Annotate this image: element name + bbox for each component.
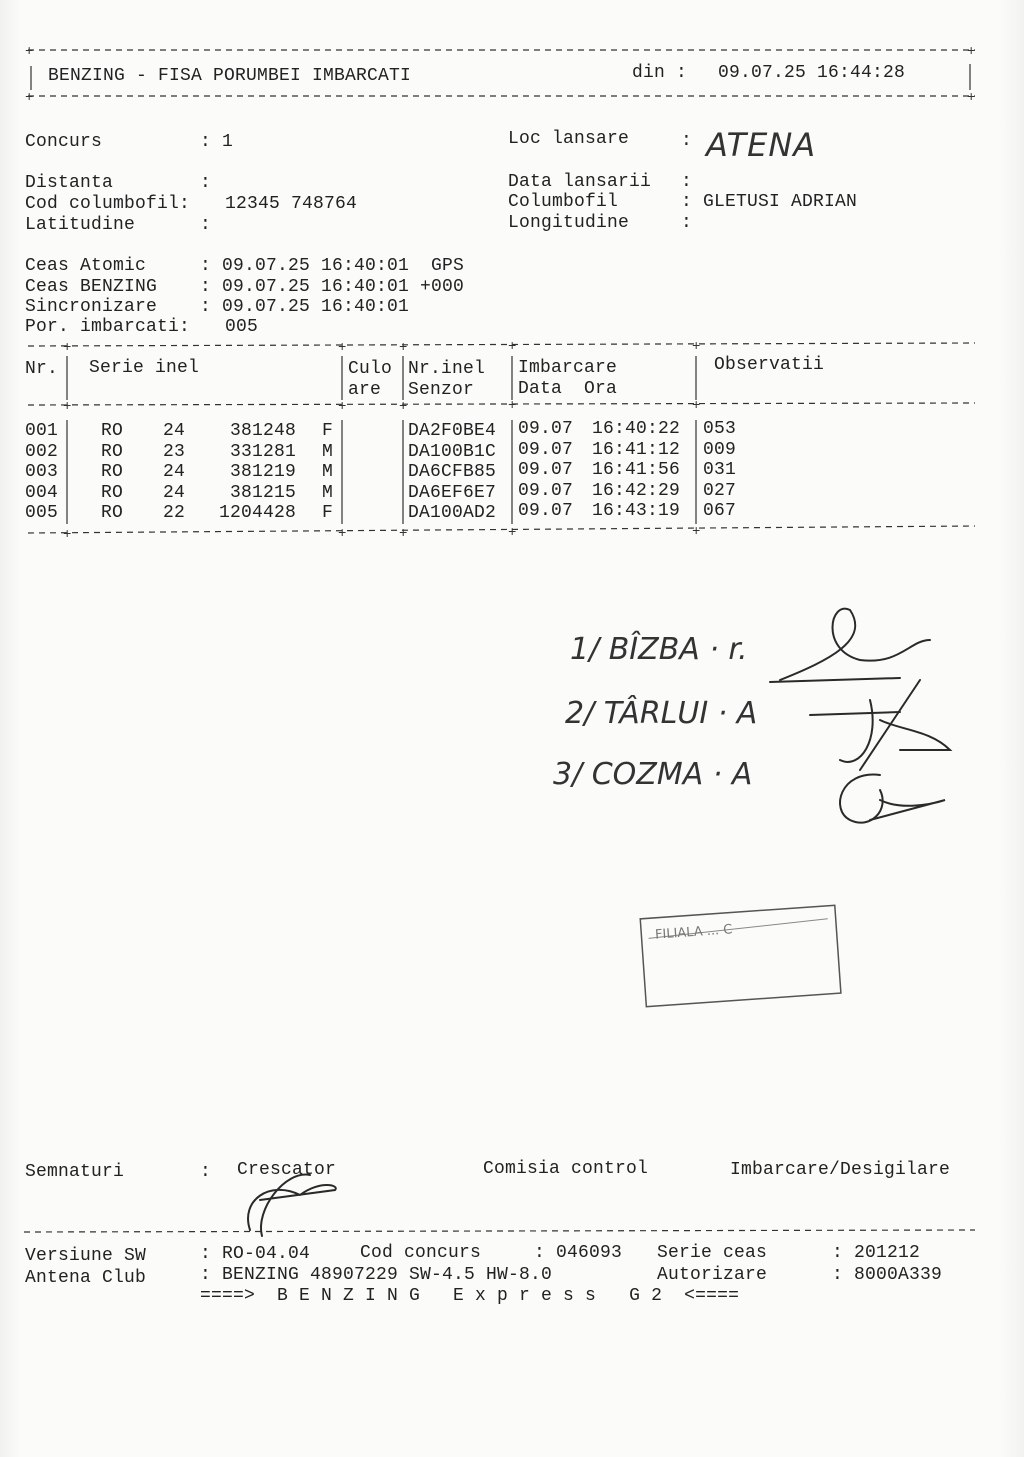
document-title: BENZING - FISA PORUMBEI IMBARCATI [48, 66, 412, 86]
row-serie: 381219 [229, 462, 296, 482]
loc-lansare-label: Loc lansare [508, 129, 630, 149]
svg-text:+: + [399, 399, 408, 415]
row-ora: 16:41:56 [592, 460, 681, 480]
svg-text:+: + [338, 526, 347, 542]
distanta-value: : [200, 173, 212, 193]
antena-club-label: Antena Club [25, 1268, 147, 1288]
loc-lansare-colon: : [681, 131, 693, 151]
row-obs: 009 [703, 440, 737, 460]
imbarcare-desigilare-label: Imbarcare/Desigilare [730, 1160, 951, 1180]
semnaturi-label: Semnaturi [25, 1162, 125, 1182]
col-header-culoare-1: Culo [348, 359, 393, 379]
row-obs: 067 [703, 501, 737, 521]
row-ora: 16:40:22 [592, 419, 681, 439]
row-tara: RO [101, 442, 124, 462]
row-an: 24 [163, 462, 186, 482]
row-nr: 005 [25, 503, 59, 523]
row-data: 09.07 [518, 460, 574, 480]
row-ora: 16:41:12 [592, 440, 681, 460]
row-tara: RO [101, 483, 124, 503]
svg-text:+: + [63, 527, 72, 543]
row-serie: 381248 [229, 421, 296, 441]
row-sex: M [322, 462, 334, 482]
serie-ceas-label: Serie ceas [657, 1243, 768, 1263]
stamp-box [640, 905, 841, 1006]
svg-text:+: + [967, 90, 976, 106]
comisia-control-label: Comisia control [483, 1159, 649, 1179]
svg-text:+: + [508, 398, 517, 414]
crescator-label: Crescator [237, 1160, 337, 1180]
svg-text:+: + [508, 339, 517, 355]
porumbei-imbarcati-value: 005 [225, 317, 259, 337]
row-senzor: DA100B1C [408, 442, 497, 462]
sincronizare-label: Sincronizare [25, 297, 158, 317]
row-obs: 027 [703, 481, 737, 501]
row-senzor: DA2F0BE4 [408, 421, 497, 441]
svg-text:+: + [967, 44, 976, 60]
row-obs: 031 [703, 460, 737, 480]
date-label: din : [632, 63, 688, 83]
svg-text:+: + [692, 524, 701, 540]
row-an: 23 [163, 442, 186, 462]
latitudine-label: Latitudine [25, 215, 136, 235]
autorizare-label: Autorizare [657, 1265, 768, 1285]
antena-club-value: : BENZING 48907229 SW-4.5 HW-8.0 [200, 1265, 553, 1285]
row-serie: 1204428 [218, 503, 296, 523]
svg-text:+: + [25, 44, 34, 60]
columbofil-value: : GLETUSI ADRIAN [681, 192, 858, 212]
sincronizare-value: : 09.07.25 16:40:01 [200, 297, 410, 317]
row-an: 24 [163, 421, 186, 441]
col-header-nrinel-1: Nr.inel [408, 359, 486, 379]
svg-text:+: + [63, 399, 72, 415]
cod-concurs-value: : 046093 [534, 1243, 623, 1263]
row-an: 22 [163, 503, 186, 523]
row-ora: 16:43:19 [592, 501, 681, 521]
cod-concurs-label: Cod concurs [360, 1243, 482, 1263]
row-an: 24 [163, 483, 186, 503]
svg-text:+: + [25, 90, 34, 106]
row-senzor: DA6CFB85 [408, 462, 497, 482]
cod-columbofil-label: Cod columbofil: [25, 194, 191, 214]
loc-lansare-handwritten: ATENA [706, 126, 817, 164]
row-sex: F [322, 421, 334, 441]
col-header-nr: Nr. [25, 359, 59, 379]
svg-text:+: + [692, 398, 701, 414]
row-nr: 002 [25, 442, 59, 462]
benzing-express-banner: ====> B E N Z I N G E x p r e s s G 2 <==== [200, 1286, 740, 1306]
col-header-serie: Serie inel [89, 358, 200, 378]
longitudine-value: : [681, 213, 693, 233]
svg-text:+: + [338, 340, 347, 356]
stamp-text: FILIALA ... C [654, 922, 733, 943]
row-serie: 381215 [229, 483, 296, 503]
row-nr: 003 [25, 462, 59, 482]
concurs-value: : 1 [200, 132, 234, 152]
row-senzor: DA100AD2 [408, 503, 497, 523]
col-header-observatii: Observatii [714, 355, 825, 375]
cod-columbofil-value: 12345 748764 [225, 194, 358, 214]
data-lansarii-value: : [681, 172, 693, 192]
row-nr: 004 [25, 483, 59, 503]
col-header-imbarcare-1: Imbarcare [518, 358, 618, 378]
data-lansarii-label: Data lansarii [508, 172, 652, 192]
row-sex: M [322, 483, 334, 503]
row-sex: M [322, 442, 334, 462]
svg-text:+: + [63, 340, 72, 356]
row-ora: 16:42:29 [592, 481, 681, 501]
porumbei-imbarcati-label: Por. imbarcati: [25, 317, 191, 337]
ceas-atomic-label: Ceas Atomic [25, 256, 147, 276]
versiune-sw-value: : RO-04.04 [200, 1244, 311, 1264]
handwritten-line-2: 2/ TÂRLUI · A [565, 696, 758, 731]
svg-text:+: + [692, 339, 701, 355]
svg-text:+: + [338, 399, 347, 415]
row-data: 09.07 [518, 481, 574, 501]
row-nr: 001 [25, 421, 59, 441]
col-header-culoare-2: are [348, 380, 382, 400]
svg-text:+: + [399, 340, 408, 356]
ceas-benzing-label: Ceas BENZING [25, 277, 158, 297]
svg-text:+: + [508, 525, 517, 541]
columbofil-label: Columbofil [508, 192, 619, 212]
row-tara: RO [101, 503, 124, 523]
serie-ceas-value: : 201212 [832, 1243, 921, 1263]
row-data: 09.07 [518, 419, 574, 439]
handwritten-line-1: 1/ BÎZBA · r. [570, 632, 748, 667]
row-tara: RO [101, 462, 124, 482]
col-header-imbarcare-2: Data Ora [518, 379, 618, 399]
ceas-atomic-value: : 09.07.25 16:40:01 GPS [200, 256, 465, 276]
autorizare-value: : 8000A339 [832, 1265, 943, 1285]
row-serie: 331281 [229, 442, 296, 462]
concurs-label: Concurs [25, 132, 103, 152]
row-sex: F [322, 503, 334, 523]
date-value: 09.07.25 16:44:28 [718, 63, 906, 83]
svg-text:+: + [399, 526, 408, 542]
latitudine-value: : [200, 215, 212, 235]
handwritten-line-3: 3/ COZMA · A [553, 757, 753, 792]
ceas-benzing-value: : 09.07.25 16:40:01 +000 [200, 277, 465, 297]
row-data: 09.07 [518, 501, 574, 521]
row-obs: 053 [703, 419, 737, 439]
row-senzor: DA6EF6E7 [408, 483, 497, 503]
longitudine-label: Longitudine [508, 213, 630, 233]
semnaturi-colon: : [200, 1162, 212, 1182]
distanta-label: Distanta [25, 173, 114, 193]
col-header-nrinel-2: Senzor [408, 380, 475, 400]
row-data: 09.07 [518, 440, 574, 460]
row-tara: RO [101, 421, 124, 441]
versiune-sw-label: Versiune SW [25, 1246, 147, 1266]
